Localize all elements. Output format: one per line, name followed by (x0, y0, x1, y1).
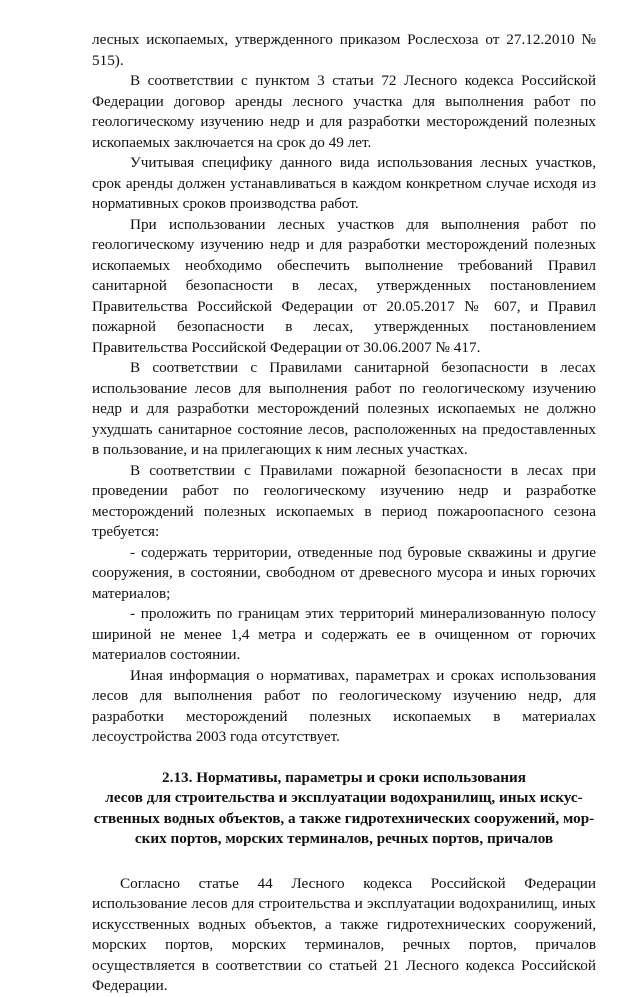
paragraph: В соответствии с Правилами санитарной безопасности в лесах использование лесов для выполнения работ по геологическому изучению недр и для разработки месторождений полезных ископаемых не должно ухудшать санитарное состояние лесов, расположенных на предоставленных в пользование, и на прилегающих к ним лесных участках. (92, 359, 596, 458)
paragraph: В соответствии с Правилами пожарной безопасности в лесах при проведении работ по геологическому изучению недр и разработке месторождений полезных ископаемых в период пожароопасного сезона требуется: (92, 461, 596, 540)
section-heading-line: лесов для строительства и эксплуатации водохранилищ, иных искус- (105, 789, 583, 806)
paragraph: В соответствии с пунктом 3 статьи 72 Лесного кодекса Российской Федерации договор аренды лесного участка для выполнения работ по геологическому изучению недр и для разработки месторождений полезных ископаемых заключается на срок до 49 лет. (92, 72, 596, 151)
paragraph: Согласно статье 44 Лесного кодекса Российской Федерации использование лесов для строительства и эксплуатации водохранилищ, иных искусственных водных объектов, а также гидротехнических сооружений, морских портов, морских терминалов, речных портов, причалов осуществляется в соответствии со статьей 21 Лесного кодекса Российской Федерации. (92, 874, 596, 994)
list-item: - содержать территории, отведенные под буровые скважины и другие сооружения, в состоянии, свободном от древесного мусора и иных горючих материалов; (92, 543, 596, 602)
paragraph: лесных ископаемых, утвержденного приказом Рослесхоза от 27.12.2010 № 515). (92, 31, 596, 69)
section-heading (92, 768, 596, 850)
paragraph: Иная информация о нормативах, параметрах и сроках использования лесов для выполнения работ по геологическому изучению недр, для разработки месторождений полезных ископаемых в материалах лесоустройства 2003 года отсутствует. (92, 666, 596, 745)
section-heading-line: ственных водных объектов, а также гидротехнических сооружений, мор- (93, 809, 595, 827)
section-heading-line: 2.13. Нормативы, параметры и сроки использования (162, 768, 526, 786)
section-heading-line: ских портов, морских терминалов, речных портов, причалов (134, 830, 554, 847)
paragraph: Учитывая специфику данного вида использования лесных участков, срок аренды должен устанавливаться в каждом конкретном случае исходя из нормативных сроков производства работ. (92, 154, 596, 212)
document-page (92, 30, 596, 997)
paragraph: При использовании лесных участков для выполнения работ по геологическому изучению недр и для разработки месторождений полезных ископаемых необходимо обеспечить выполнение требований Правил санитарной безопасности в лесах, утвержденных постановлением Правительства Российской Федерации от 20.05.2017 № 607, и Правил пожарной безопасности в лесах, утвержденных постановлением Правительства Российской Федерации от 30.06.2007 № 417. (92, 215, 596, 356)
list-item: - проложить по границам этих территорий минерализованную полосу шириной не менее 1,4 метра и содержать ее в очищенном от горючих материалов состоянии. (92, 605, 596, 663)
